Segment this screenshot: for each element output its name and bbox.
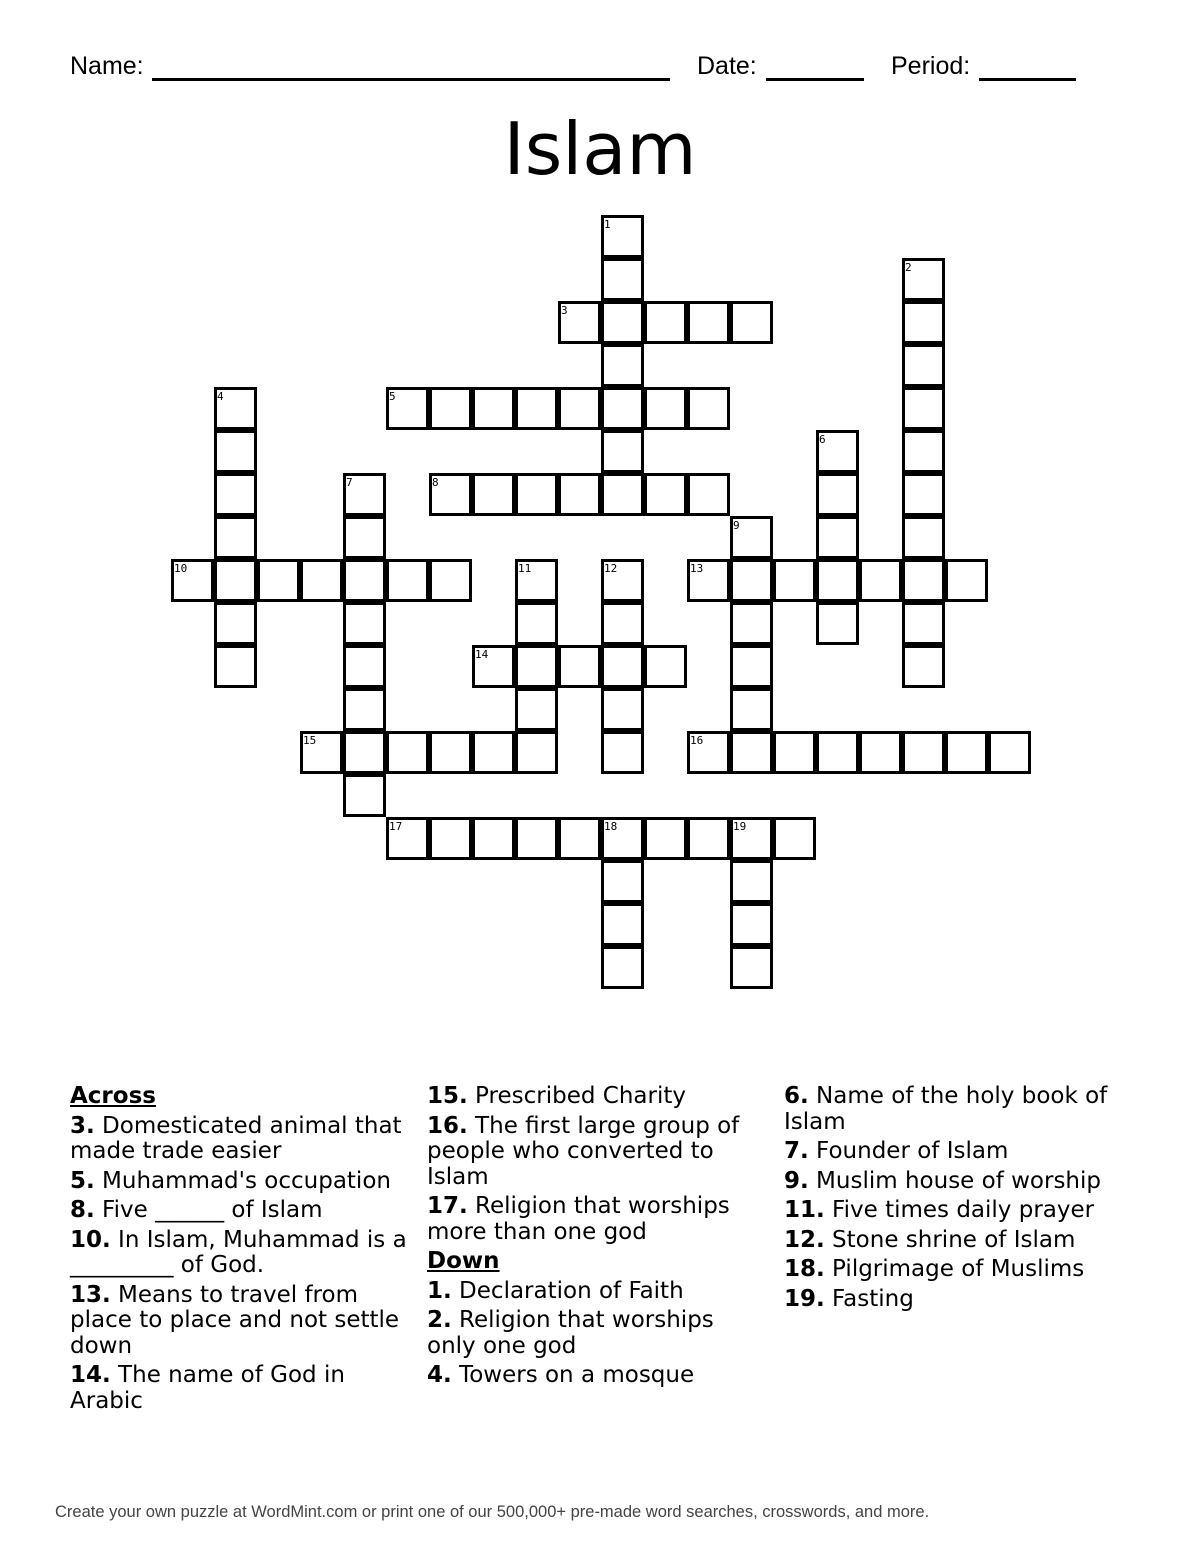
clues-column-2	[427, 1084, 767, 1393]
clue-number-label: 2.	[427, 1307, 452, 1333]
grid-cell[interactable]	[472, 817, 515, 860]
grid-cell[interactable]	[730, 731, 773, 774]
grid-cell[interactable]	[171, 559, 214, 602]
grid-cell[interactable]	[214, 516, 257, 559]
grid-cell[interactable]	[515, 602, 558, 645]
across-clue	[70, 1169, 410, 1195]
grid-cell[interactable]	[687, 731, 730, 774]
grid-cell[interactable]	[816, 516, 859, 559]
grid-cell[interactable]	[902, 559, 945, 602]
clue-text: Fasting	[824, 1285, 914, 1312]
grid-cell[interactable]	[902, 473, 945, 516]
clue-number: 14	[475, 648, 489, 661]
clue-number: 15	[303, 734, 317, 747]
clue-text: Founder of Islam	[808, 1138, 1009, 1164]
grid-cell[interactable]	[644, 387, 687, 430]
grid-cell[interactable]	[816, 559, 859, 602]
grid-cell[interactable]	[515, 731, 558, 774]
grid-cell[interactable]	[386, 731, 429, 774]
grid-cell[interactable]	[601, 559, 644, 602]
grid-cell[interactable]	[343, 559, 386, 602]
page-title: Islam	[503, 107, 697, 191]
grid-cell[interactable]	[902, 602, 945, 645]
grid-cell[interactable]	[601, 645, 644, 688]
grid-cell[interactable]	[429, 559, 472, 602]
grid-cell[interactable]	[644, 473, 687, 516]
name-label: Name:	[70, 52, 144, 80]
grid-cell[interactable]	[644, 301, 687, 344]
across-clue	[70, 1228, 410, 1279]
grid-cell[interactable]	[902, 258, 945, 301]
grid-cell[interactable]	[601, 731, 644, 774]
grid-cell[interactable]	[601, 430, 644, 473]
grid-cell[interactable]	[902, 387, 945, 430]
grid-cell[interactable]	[472, 473, 515, 516]
across-clue	[427, 1194, 767, 1245]
grid-cell[interactable]	[730, 301, 773, 344]
grid-cell[interactable]	[601, 473, 644, 516]
clue-number-label: 11.	[784, 1197, 825, 1223]
grid-cell[interactable]	[902, 645, 945, 688]
grid-cell[interactable]	[902, 430, 945, 473]
grid-cell[interactable]	[386, 559, 429, 602]
grid-cell[interactable]	[601, 258, 644, 301]
grid-cell[interactable]	[988, 731, 1031, 774]
clue-text: Muslim house of worship	[808, 1167, 1102, 1194]
down-clue	[784, 1257, 1129, 1283]
clue-number-label: 18.	[784, 1256, 825, 1282]
clue-text: Religion that worships more than one god	[427, 1193, 730, 1245]
grid-cell[interactable]	[730, 645, 773, 688]
across-clue	[70, 1363, 410, 1414]
clue-number: 19	[733, 820, 747, 833]
grid-cell[interactable]	[601, 387, 644, 430]
grid-cell[interactable]	[601, 344, 644, 387]
clue-number-label: 1.	[427, 1277, 452, 1304]
grid-cell[interactable]	[558, 645, 601, 688]
clue-number-label: 19.	[784, 1285, 825, 1312]
grid-cell[interactable]	[343, 645, 386, 688]
down-heading: Down	[427, 1248, 500, 1274]
grid-cell[interactable]	[601, 215, 644, 258]
grid-cell[interactable]	[601, 903, 644, 946]
grid-cell[interactable]	[644, 645, 687, 688]
grid-cell[interactable]	[472, 731, 515, 774]
grid-cell[interactable]	[945, 559, 988, 602]
down-clue	[427, 1279, 767, 1305]
across-clue	[70, 1114, 410, 1165]
clue-number: 12	[604, 562, 618, 575]
clue-text: Means to travel from place to place and not settle down	[70, 1281, 400, 1359]
clue-text: Five times daily prayer	[824, 1197, 1095, 1223]
down-clue	[427, 1363, 767, 1389]
clue-number: 11	[518, 562, 532, 575]
clue-text: Name of the holy book of Islam	[784, 1083, 1108, 1135]
clue-number-label: 16.	[427, 1112, 468, 1139]
grid-cell[interactable]	[730, 817, 773, 860]
grid-cell[interactable]	[601, 602, 644, 645]
grid-cell[interactable]	[902, 301, 945, 344]
clue-number: 4	[217, 390, 224, 403]
down-clue	[784, 1139, 1129, 1165]
clues-column-3	[784, 1084, 1129, 1316]
grid-cell[interactable]	[644, 817, 687, 860]
grid-cell[interactable]	[343, 731, 386, 774]
grid-cell[interactable]	[687, 301, 730, 344]
grid-cell[interactable]	[730, 688, 773, 731]
clue-text: The name of God in Arabic	[70, 1362, 345, 1414]
clue-number: 18	[604, 820, 618, 833]
down-clue	[784, 1169, 1129, 1195]
grid-cell[interactable]	[515, 688, 558, 731]
grid-cell[interactable]	[859, 731, 902, 774]
grid-cell[interactable]	[300, 731, 343, 774]
clue-number: 1	[604, 218, 611, 231]
clue-number-label: 10.	[70, 1226, 111, 1253]
grid-cell[interactable]	[601, 860, 644, 903]
clue-number: 7	[346, 476, 353, 489]
grid-cell[interactable]	[773, 559, 816, 602]
grid-cell[interactable]	[601, 688, 644, 731]
clue-number: 2	[905, 261, 912, 274]
across-clue	[427, 1114, 767, 1191]
grid-cell[interactable]	[343, 516, 386, 559]
clue-text: Declaration of Faith	[451, 1277, 684, 1304]
clue-text: In Islam, Muhammad is a _________ of God.	[70, 1226, 407, 1278]
across-heading: Across	[70, 1083, 156, 1109]
grid-cell[interactable]	[300, 559, 343, 602]
grid-cell[interactable]	[343, 774, 386, 817]
clue-number: 10	[174, 562, 188, 575]
clues-column-1	[70, 1084, 410, 1418]
grid-cell[interactable]	[730, 946, 773, 989]
grid-cell[interactable]	[902, 731, 945, 774]
grid-cell[interactable]	[902, 344, 945, 387]
grid-cell[interactable]	[816, 473, 859, 516]
clue-number: 9	[733, 519, 740, 532]
clue-text: Prescribed Charity	[467, 1083, 686, 1109]
clue-number: 16	[690, 734, 704, 747]
grid-cell[interactable]	[343, 473, 386, 516]
clue-number-label: 9.	[784, 1167, 809, 1194]
grid-cell[interactable]	[386, 387, 429, 430]
clue-number: 8	[432, 476, 439, 489]
across-clue	[427, 1084, 767, 1110]
clue-number: 13	[690, 562, 704, 575]
grid-cell[interactable]	[730, 602, 773, 645]
clue-number: 3	[561, 304, 568, 317]
clue-number-label: 5.	[70, 1167, 95, 1194]
clue-number-label: 15.	[427, 1083, 468, 1109]
clue-text: Religion that worships only one god	[427, 1307, 714, 1359]
clue-number-label: 17.	[427, 1193, 468, 1219]
grid-cell[interactable]	[558, 817, 601, 860]
grid-cell[interactable]	[730, 860, 773, 903]
clue-text: Stone shrine of Islam	[824, 1226, 1076, 1253]
clue-number: 6	[819, 433, 826, 446]
grid-cell[interactable]	[730, 903, 773, 946]
grid-cell[interactable]	[816, 430, 859, 473]
clue-number-label: 14.	[70, 1362, 111, 1388]
grid-cell[interactable]	[257, 559, 300, 602]
period-label: Period:	[891, 52, 971, 80]
grid-cell[interactable]	[773, 817, 816, 860]
grid-cell[interactable]	[386, 817, 429, 860]
clue-number-label: 8.	[70, 1197, 95, 1223]
grid-cell[interactable]	[687, 387, 730, 430]
clue-text: Towers on a mosque	[451, 1362, 695, 1388]
grid-cell[interactable]	[601, 817, 644, 860]
grid-cell[interactable]	[343, 602, 386, 645]
grid-cell[interactable]	[214, 645, 257, 688]
footer-text: Create your own puzzle at WordMint.com or print one of our 500,000+ pre-made word searches, crosswords, and more.	[55, 1503, 930, 1521]
grid-cell[interactable]	[214, 602, 257, 645]
grid-cell[interactable]	[687, 559, 730, 602]
clue-number-label: 13.	[70, 1281, 111, 1308]
grid-cell[interactable]	[515, 473, 558, 516]
clue-number-label: 7.	[784, 1138, 809, 1164]
clue-text: Five ______ of Islam	[94, 1197, 323, 1223]
clue-number-label: 4.	[427, 1362, 452, 1388]
grid-cell[interactable]	[429, 817, 472, 860]
grid-cell[interactable]	[945, 731, 988, 774]
grid-cell[interactable]	[558, 473, 601, 516]
down-clue	[784, 1084, 1129, 1135]
grid-cell[interactable]	[515, 559, 558, 602]
grid-cell[interactable]	[601, 301, 644, 344]
down-clue	[784, 1228, 1129, 1254]
grid-cell[interactable]	[902, 516, 945, 559]
down-clue	[784, 1287, 1129, 1313]
grid-cell[interactable]	[472, 645, 515, 688]
grid-cell[interactable]	[730, 559, 773, 602]
grid-cell[interactable]	[558, 301, 601, 344]
grid-cell[interactable]	[214, 473, 257, 516]
grid-cell[interactable]	[429, 473, 472, 516]
down-clue	[427, 1308, 767, 1359]
clue-text: The first large group of people who converted to Islam	[427, 1112, 740, 1190]
clue-text: Muhammad's occupation	[94, 1167, 391, 1194]
grid-cell[interactable]	[515, 817, 558, 860]
date-label: Date:	[697, 52, 757, 80]
grid-cell[interactable]	[472, 387, 515, 430]
grid-cell[interactable]	[816, 602, 859, 645]
grid-cell[interactable]	[859, 559, 902, 602]
clue-number-label: 3.	[70, 1112, 95, 1139]
grid-cell[interactable]	[515, 645, 558, 688]
across-clue	[70, 1283, 410, 1360]
grid-cell[interactable]	[730, 516, 773, 559]
clue-text: Domesticated animal that made trade easier	[70, 1112, 402, 1164]
clue-number: 5	[389, 390, 396, 403]
grid-cell[interactable]	[214, 430, 257, 473]
grid-cell[interactable]	[773, 731, 816, 774]
grid-cell[interactable]	[214, 559, 257, 602]
grid-cell[interactable]	[601, 946, 644, 989]
clue-text: Pilgrimage of Muslims	[824, 1256, 1085, 1282]
down-clue	[784, 1198, 1129, 1224]
clue-number-label: 6.	[784, 1083, 809, 1109]
grid-cell[interactable]	[687, 473, 730, 516]
across-clue	[70, 1198, 410, 1224]
grid-cell[interactable]	[429, 731, 472, 774]
clue-number-label: 12.	[784, 1226, 825, 1253]
grid-cell[interactable]	[687, 817, 730, 860]
clue-number: 17	[389, 820, 403, 833]
grid-cell[interactable]	[429, 387, 472, 430]
grid-cell[interactable]	[816, 731, 859, 774]
grid-cell[interactable]	[558, 387, 601, 430]
grid-cell[interactable]	[515, 387, 558, 430]
grid-cell[interactable]	[214, 387, 257, 430]
grid-cell[interactable]	[343, 688, 386, 731]
